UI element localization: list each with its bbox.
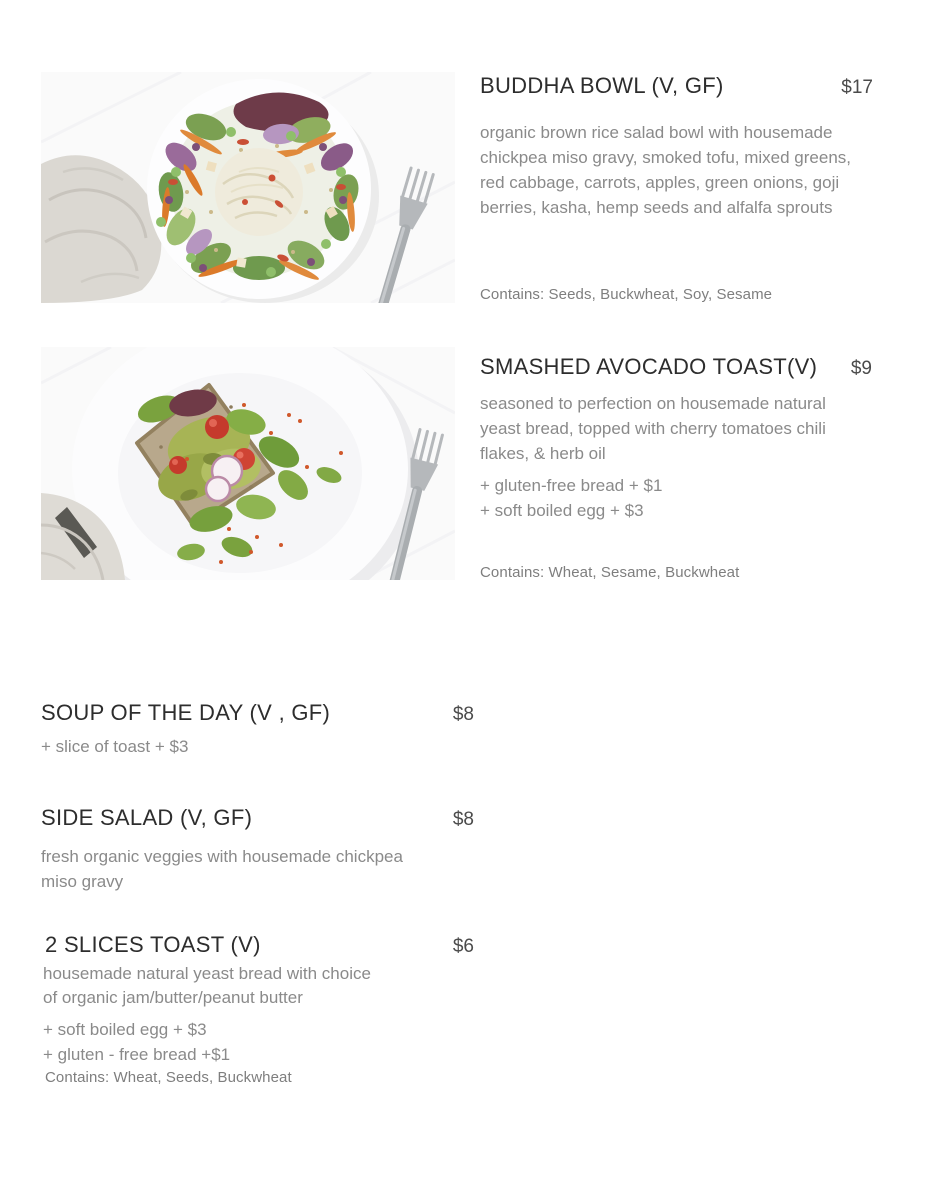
item-price: $9 — [850, 358, 872, 379]
allergen-note: Contains: Wheat, Seeds, Buckwheat — [45, 1069, 292, 1086]
item-addons — [480, 473, 872, 523]
addon-line: + gluten - free bread +$1 — [43, 1045, 231, 1064]
item-name: SOUP OF THE DAY (V , GF) — [41, 700, 331, 725]
item-title-row — [480, 72, 873, 100]
avocado-toast-illustration — [41, 347, 455, 580]
item-name: SMASHED AVOCADO TOAST(V) — [480, 354, 818, 379]
menu-item-buddha-bowl — [480, 72, 873, 303]
item-description: seasoned to perfection on housemade natural yeast bread, topped with cherry tomatoes chili flakes, & herb oil — [480, 394, 826, 463]
item-title-row — [480, 353, 872, 381]
item-description: fresh organic veggies with housemade chickpea miso gravy — [41, 847, 403, 891]
addon-line: + slice of toast + $3 — [41, 737, 189, 756]
allergen-note: Contains: Seeds, Buckwheat, Soy, Sesame — [480, 286, 773, 303]
item-name: 2 SLICES TOAST (V) — [45, 932, 261, 957]
menu-item-two-slices-toast — [43, 931, 474, 1086]
item-addons — [41, 734, 474, 759]
avocado-toast-photo — [41, 347, 455, 580]
buddha-bowl-photo — [41, 72, 455, 303]
item-name: SIDE SALAD (V, GF) — [41, 805, 253, 830]
item-title-row — [41, 804, 474, 832]
menu-item-avocado-toast — [480, 353, 872, 580]
item-title-row — [43, 931, 474, 959]
item-description: organic brown rice salad bowl with housemade chickpea miso gravy, smoked tofu, mixed greens, red cabbage, carrots, apples, green onions, goji berries, kasha, hemp seeds and alfalfa sprouts — [480, 123, 852, 217]
item-price: $8 — [452, 704, 474, 725]
addon-line: + gluten-free bread + $1 — [480, 476, 663, 495]
menu-item-side-salad — [41, 804, 474, 894]
buddha-bowl-illustration — [41, 72, 455, 303]
allergen-note: Contains: Wheat, Sesame, Buckwheat — [480, 564, 740, 581]
item-name: BUDDHA BOWL (V, GF) — [480, 73, 724, 98]
addon-line: + soft boiled egg + $3 — [43, 1020, 207, 1039]
item-description: housemade natural yeast bread with choice of organic jam/butter/peanut butter — [43, 964, 371, 1007]
addon-line: + soft boiled egg + $3 — [480, 501, 644, 520]
item-price: $17 — [841, 77, 873, 98]
item-title-row — [41, 699, 474, 727]
item-price: $8 — [452, 809, 474, 830]
item-addons — [43, 1017, 474, 1067]
item-price: $6 — [452, 936, 474, 957]
menu-item-soup-of-the-day — [41, 699, 474, 759]
